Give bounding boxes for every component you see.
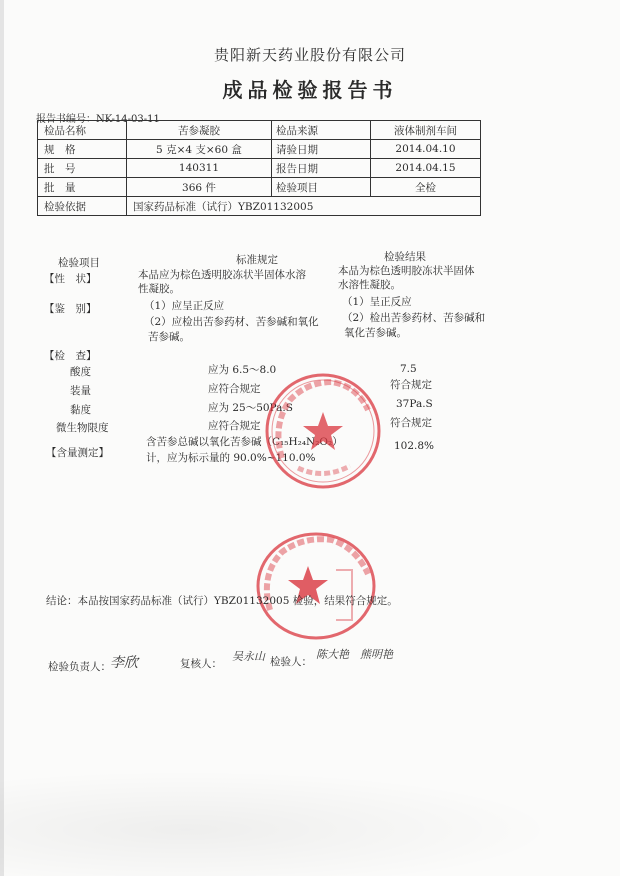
character-standard-line2: 性凝胶。 xyxy=(138,283,180,295)
report-date-label: 报告日期 xyxy=(271,159,370,178)
assay-standard-line2: 计，应为标示量的 90.0%~110.0% xyxy=(146,452,316,464)
request-date-label: 请验日期 xyxy=(271,140,370,159)
assay-standard-line1: 含苦参总碱以氧化苦参碱（C₁₅H₂₄N₂O₂） xyxy=(146,436,343,448)
table-row xyxy=(38,140,481,159)
character-label: 【性 状】 xyxy=(44,273,97,285)
items-label: 检验项目 xyxy=(271,178,370,197)
test-standard-fill: 应符合规定 xyxy=(208,383,261,395)
basis-label: 检验依据 xyxy=(38,197,127,216)
test-standard-acidity: 应为 6.5～8.0 xyxy=(208,364,277,376)
test-name-fill: 装量 xyxy=(70,385,91,397)
batch-value: 140311 xyxy=(127,159,272,178)
scan-smudge xyxy=(0,760,620,876)
product-name-label: 检品名称 xyxy=(38,121,127,140)
character-result-line1: 本品为棕色透明胶冻状半固体 xyxy=(338,265,475,277)
spec-label: 规 格 xyxy=(38,140,127,159)
test-result-fill: 符合规定 xyxy=(390,379,432,391)
identification-label: 【鉴 别】 xyxy=(44,303,97,315)
identification-std-2b: 苦参碱。 xyxy=(148,331,190,343)
test-name-microbial: 微生物限度 xyxy=(56,422,109,434)
inspector-head-label: 检验负责人： xyxy=(48,661,111,673)
inspector-head-signature: 李欣 xyxy=(110,655,138,671)
items-value: 全检 xyxy=(370,178,480,197)
batch-label: 批 号 xyxy=(38,159,127,178)
reviewer-label: 复核人： xyxy=(180,658,222,670)
identification-res-1: （1）呈正反应 xyxy=(342,296,412,308)
table-row xyxy=(38,121,481,140)
product-name-value: 苦参凝胶 xyxy=(127,121,272,140)
spec-value: 5 克×4 支×60 盒 xyxy=(127,140,272,159)
assay-label: 【含量测定】 xyxy=(46,447,109,459)
scan-edge xyxy=(0,0,4,876)
test-standard-microbial: 应符合规定 xyxy=(208,420,261,432)
table-row xyxy=(38,159,481,178)
header-standard: 标准规定 xyxy=(236,254,278,266)
assay-result: 102.8% xyxy=(394,440,435,452)
header-result: 检验结果 xyxy=(384,251,426,263)
source-label: 检品来源 xyxy=(271,121,370,140)
identification-res-2a: （2）检出苦参药材、苦参碱和 xyxy=(342,312,486,324)
page-title: 成品检验报告书 xyxy=(222,78,398,102)
reviewer-signature: 吴永山 xyxy=(232,650,265,663)
company-name: 贵阳新天药业股份有限公司 xyxy=(213,46,406,64)
info-table xyxy=(37,120,481,216)
test-standard-viscosity: 应为 25～50Pa.S xyxy=(208,402,293,414)
test-result-microbial: 符合规定 xyxy=(390,417,432,429)
table-row xyxy=(38,197,481,216)
conclusion: 结论：本品按国家药品标准（试行）YBZ01132005 检验，结果符合规定。 xyxy=(46,595,398,607)
identification-std-2a: （2）应检出苦参药材、苦参碱和氧化 xyxy=(144,316,319,328)
basis-value: 国家药品标准（试行）YBZ01132005 xyxy=(127,197,481,216)
table-row xyxy=(38,178,481,197)
test-result-acidity: 7.5 xyxy=(400,363,417,375)
identification-std-1: （1）应呈正反应 xyxy=(144,300,225,312)
tests-label: 【检 查】 xyxy=(44,350,97,362)
test-name-viscosity: 黏度 xyxy=(70,404,91,416)
source-value: 液体制剂车间 xyxy=(370,121,480,140)
request-date-value: 2014.04.10 xyxy=(370,140,480,159)
inspector-label: 检验人： xyxy=(270,656,312,668)
inspector-signature: 陈大艳 熊明艳 xyxy=(316,648,393,661)
quantity-value: 366 件 xyxy=(127,178,272,197)
test-name-acidity: 酸度 xyxy=(70,366,91,378)
identification-res-2b: 氧化苦参碱。 xyxy=(344,327,407,339)
quality-stamp xyxy=(262,370,384,492)
header-item: 检验项目 xyxy=(58,257,100,269)
report-date-value: 2014.04.15 xyxy=(370,159,480,178)
character-standard-line1: 本品应为棕色透明胶冻状半固体水溶 xyxy=(138,269,306,281)
inspection-stamp xyxy=(252,530,380,642)
character-result-line2: 水溶性凝胶。 xyxy=(338,279,401,291)
test-result-viscosity: 37Pa.S xyxy=(396,398,433,410)
quantity-label: 批 量 xyxy=(38,178,127,197)
report-number: 报告书编号：NK-14-03-11 xyxy=(36,114,160,125)
